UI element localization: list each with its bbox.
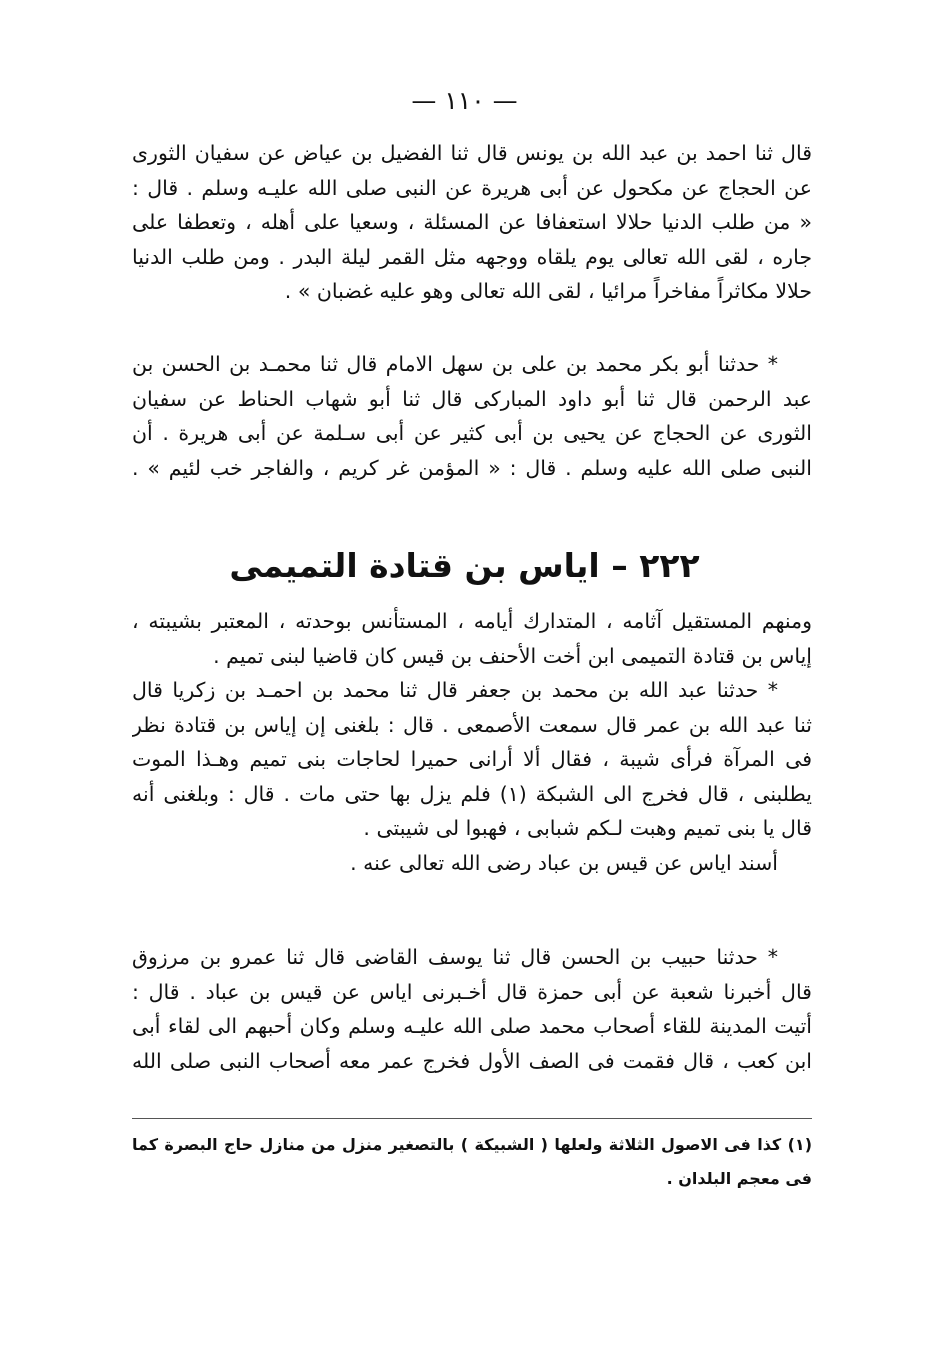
text-line: قال أخبرنا شعبة عن أبى حمزة قال أخـبرنى اياس عن قيس بن عباد . قال : bbox=[132, 979, 812, 1004]
text-line: * حدثنا أبو بكر محمد بن على بن سهل الامام قال ثنا محمـد بن الحسن بن bbox=[132, 352, 778, 376]
text-line: ومنهم المستقيل آثامه ، المتدارك أيامه ، المستأنس بوحدته ، المعتبر بشيبته ، bbox=[132, 609, 812, 633]
paragraph-biography bbox=[132, 604, 812, 880]
text-line: ابن كعب ، قال فقمت فى الصف الأول فخرج عمر معه أصحاب النبى صلى الله bbox=[132, 1048, 812, 1073]
footnote-line: (١) كذا فى الاصول الثلاثة ولعلها ( الشبيكة ) بالتصغير منزل من منازل حاج البصرة كما bbox=[132, 1135, 812, 1154]
text-line: عبد الرحمن قال ثنا أبو داود المباركى قال ثنا أبو شهاب الحناط عن سفيان bbox=[132, 386, 812, 411]
text-line: قال ثنا احمد بن عبد الله بن يونس قال ثنا الفضيل بن عياض عن سفيان الثورى bbox=[132, 141, 812, 165]
text-line: النبى صلى الله عليه وسلم . قال : « المؤمن غر كريم ، والفاجر خب لئيم » . bbox=[132, 455, 812, 480]
text-line: ثنا عبد الله بن عمر قال سمعت الأصمعى . قال : بلغنى إن إياس بن قتادة نظر bbox=[132, 712, 812, 737]
text-line: قال يا بنى تميم وهبت لـكم شبابى ، فهبوا لى شيبتى . bbox=[363, 816, 812, 840]
paragraph-hadith-1 bbox=[132, 136, 812, 309]
text-line: الثورى عن الحجاج عن يحيى بن أبى كثير عن أبى سـلمة عن أبى هريرة . أن bbox=[132, 421, 812, 445]
footnote-divider bbox=[132, 1118, 812, 1119]
text-line: جاره ، لقى الله تعالى يوم يلقاه ووجهه مثل القمر ليلة البدر . ومن طلب الدنيا bbox=[132, 244, 812, 269]
text-line: يطلبنى ، قال فخرج الى الشبكة (١) فلم يزل بها حتى مات . قال : وبلغنى أنه bbox=[132, 781, 812, 806]
text-line: أتيت المدينة للقاء أصحاب محمد صلى الله عليـه وسلم وكان أحبهم الى لقاء أبى bbox=[132, 1014, 812, 1038]
footnote-line: فى معجم البلدان . bbox=[666, 1169, 812, 1188]
text-line: * حدثنا حبيب بن الحسن قال ثنا يوسف القاضى قال ثنا عمرو بن مرزوق bbox=[132, 945, 778, 969]
paragraph-hadith-3 bbox=[132, 940, 812, 1078]
section-heading: ٢٢٢ – اياس بن قتادة التميمى bbox=[229, 546, 700, 585]
text-line: إياس بن قتادة التميمى ابن أخت الأحنف بن قيس كان قاضيا لبنى تميم . bbox=[213, 643, 812, 668]
paragraph-hadith-2 bbox=[132, 347, 812, 485]
footnote bbox=[132, 1128, 812, 1196]
text-line: فى المرآة فرأى شيبة ، فقال ألا أرانى حميرا لحاجات بنى تميم وهـذا الموت bbox=[132, 747, 812, 771]
text-line: أسند اياس عن قيس بن عباد رضى الله تعالى عنه . bbox=[350, 850, 778, 875]
text-line: « من طلب الدنيا حلالا استعفافا عن المسئلة ، وسعيا على أهله ، وتعطفا على bbox=[132, 210, 812, 234]
text-line: * حدثنا عبد الله بن محمد بن جعفر قال ثنا محمد بن احمـد بن زكريا قال bbox=[132, 678, 778, 702]
text-line: عن الحجاج عن مكحول عن أبى هريرة عن النبى صلى الله عليـه وسلم . قال : bbox=[132, 175, 812, 200]
text-line: حلالا مكاثراً مفاخراً مرائيا ، لقى الله تعالى وهو عليه غضبان » . bbox=[284, 279, 812, 303]
page-number: — ١١٠ — bbox=[411, 86, 518, 115]
